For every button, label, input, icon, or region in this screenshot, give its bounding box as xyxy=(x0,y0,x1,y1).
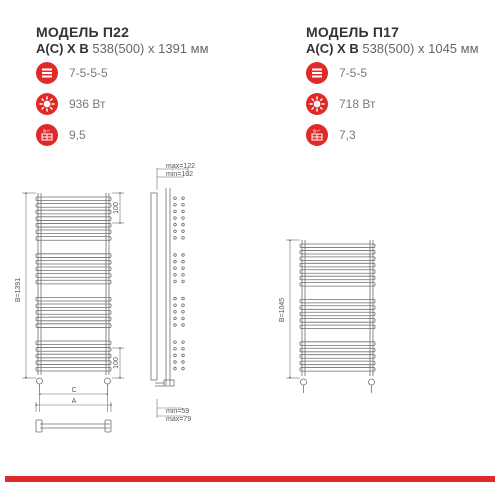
towel-rail xyxy=(36,354,111,358)
towel-rail xyxy=(300,276,375,280)
rail-profile xyxy=(182,260,185,263)
power-value: 718 Вт xyxy=(339,97,376,111)
towel-rail xyxy=(36,210,111,214)
rail-profile xyxy=(174,197,177,200)
rail-profile xyxy=(174,223,177,226)
towel-rail xyxy=(36,204,111,208)
rail-profile xyxy=(174,204,177,207)
towel-rail xyxy=(36,274,111,278)
rail-profile xyxy=(182,304,185,307)
rail-profile xyxy=(182,254,185,257)
p22-bottom-gap-label: 100 xyxy=(113,357,120,369)
towel-rail xyxy=(36,297,111,301)
valve-set xyxy=(36,420,111,432)
power-value: 936 Вт xyxy=(69,97,106,111)
rail-profile xyxy=(174,267,177,270)
towel-rail xyxy=(300,342,375,346)
rail-profile xyxy=(174,254,177,257)
p22-gap-dimensions xyxy=(112,193,124,378)
towel-rail xyxy=(36,361,111,365)
towel-rail xyxy=(36,280,111,284)
rail-profile xyxy=(182,347,185,350)
rail-profile xyxy=(182,210,185,213)
rail-profile xyxy=(174,297,177,300)
p22-height-dimension xyxy=(22,193,36,378)
svg-text:m²: m² xyxy=(46,128,51,133)
rail-profile xyxy=(174,310,177,313)
rail-profile xyxy=(174,237,177,240)
towel-rail xyxy=(36,317,111,321)
svg-text:S: S xyxy=(43,128,47,134)
rail-profile xyxy=(174,304,177,307)
towel-rail xyxy=(300,270,375,274)
p22-top-gap-label: 100 xyxy=(113,202,120,214)
rail-profile xyxy=(182,367,185,370)
rail-profile xyxy=(174,260,177,263)
towel-rail xyxy=(300,312,375,316)
towel-rail xyxy=(36,197,111,201)
p17-front-view xyxy=(300,240,375,393)
towel-rail xyxy=(36,311,111,315)
depth-bottom-min: min=59 xyxy=(166,408,190,415)
towel-rail xyxy=(36,223,111,227)
rail-profile xyxy=(182,237,185,240)
towel-rail xyxy=(300,283,375,287)
rail-profile xyxy=(174,274,177,277)
width-a-label: А xyxy=(71,398,77,405)
towel-rail xyxy=(36,260,111,264)
svg-text:m²: m² xyxy=(316,128,321,133)
rail-profile xyxy=(174,341,177,344)
towel-rail xyxy=(36,324,111,328)
rail-profile xyxy=(174,354,177,357)
rail-profile xyxy=(182,341,185,344)
rail-profile xyxy=(182,361,185,364)
towel-rail xyxy=(300,319,375,323)
rail-profile xyxy=(182,230,185,233)
rail-profile xyxy=(174,280,177,283)
depth-top-min: min=102 xyxy=(166,171,194,178)
rail-profile xyxy=(182,204,185,207)
towel-rail xyxy=(300,263,375,267)
rail-profile xyxy=(174,324,177,327)
towel-rails xyxy=(300,244,375,371)
rail-profile xyxy=(174,230,177,233)
p22-depth-dimensions xyxy=(157,168,188,418)
rail-profile xyxy=(182,354,185,357)
towel-rail xyxy=(300,361,375,365)
towel-rail xyxy=(36,237,111,241)
towel-rail xyxy=(300,368,375,372)
towel-rail xyxy=(36,267,111,271)
towel-rail xyxy=(36,348,111,352)
svg-text:S: S xyxy=(313,128,317,134)
rail-profile xyxy=(182,197,185,200)
towel-rail xyxy=(36,341,111,345)
rail-profile xyxy=(182,223,185,226)
depth-bottom-max: max=79 xyxy=(166,416,192,423)
towel-rail xyxy=(36,230,111,234)
sections-value: 7-5-5-5 xyxy=(69,66,108,80)
rail-profile xyxy=(182,274,185,277)
rail-profiles xyxy=(174,197,185,370)
area-value: 7,3 xyxy=(339,128,356,142)
towel-rail xyxy=(36,367,111,371)
rail-profile xyxy=(182,280,185,283)
rail-profile xyxy=(182,217,185,220)
rail-profile xyxy=(174,217,177,220)
p22-front-view xyxy=(36,193,111,392)
p17-height-dimension xyxy=(286,240,300,378)
p17-height-label: В=1045 xyxy=(279,297,286,323)
rail-profile xyxy=(182,297,185,300)
towel-rail xyxy=(36,304,111,308)
towel-rail xyxy=(300,250,375,254)
rail-profile xyxy=(174,317,177,320)
towel-rail xyxy=(36,254,111,258)
rail-profile xyxy=(174,347,177,350)
p22-height-label: В=1391 xyxy=(15,277,22,303)
model-title: МОДЕЛЬ П17 xyxy=(306,24,400,40)
towel-rail xyxy=(300,306,375,310)
dims-value: 538(500) х 1391 мм xyxy=(92,41,209,56)
towel-rail xyxy=(300,355,375,359)
p22-side-view xyxy=(151,188,184,386)
rail-profile xyxy=(174,210,177,213)
dims-label: А(С) Х В xyxy=(306,41,359,56)
rail-profile xyxy=(182,317,185,320)
area-value: 9,5 xyxy=(69,128,86,142)
rail-profile xyxy=(174,367,177,370)
towel-rail xyxy=(300,325,375,329)
sections-value: 7-5-5 xyxy=(339,66,368,80)
rail-profile xyxy=(182,310,185,313)
model-title: МОДЕЛЬ П22 xyxy=(36,24,130,40)
depth-top-max: max=122 xyxy=(166,163,195,170)
towel-rail xyxy=(300,257,375,261)
dims-value: 538(500) х 1045 мм xyxy=(362,41,479,56)
towel-rail xyxy=(36,217,111,221)
footer-accent-bar xyxy=(5,476,495,482)
towel-rail xyxy=(300,348,375,352)
width-c-label: С xyxy=(71,387,77,394)
towel-rail xyxy=(300,244,375,248)
dims-label: А(С) Х В xyxy=(36,41,89,56)
rail-profile xyxy=(182,267,185,270)
rail-profile xyxy=(174,361,177,364)
rail-profile xyxy=(182,324,185,327)
towel-rails xyxy=(36,197,111,371)
towel-rail xyxy=(300,299,375,303)
